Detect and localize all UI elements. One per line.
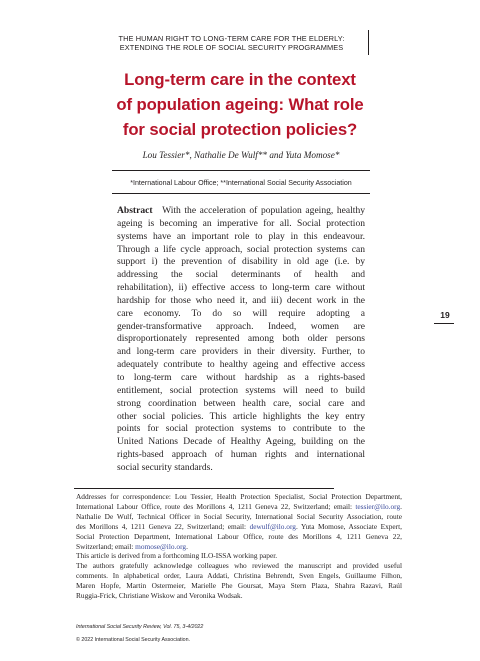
footnote-text: International Labour Office, route des Morillons 4, 1211 Geneva 22, Switzerland; email: bbox=[76, 501, 356, 511]
abstract-text: other social policies. This article highlights the key entry bbox=[117, 410, 365, 422]
footnote-text: Ruggia-Frick, Christiane Wiskow and Veronika Wodsak. bbox=[76, 591, 243, 601]
footnote-text: This article is derived from a forthcoming ILO-ISSA working paper. bbox=[76, 551, 278, 561]
footnote-line bbox=[76, 571, 402, 581]
abstract-line bbox=[117, 411, 365, 424]
footnote-text: Addresses for correspondence: Lou Tessier, Health Protection Specialist, Social Protection Department, bbox=[76, 492, 402, 501]
abstract-line bbox=[117, 321, 365, 334]
abstract-text: adequately contribute to healthy ageing and effective access bbox=[117, 359, 365, 371]
abstract-text: With the acceleration of population ageing, healthy bbox=[162, 205, 365, 216]
abstract-text: United Nations Decade of Healthy Ageing, building on the bbox=[117, 436, 365, 448]
footnote-line bbox=[76, 512, 402, 522]
footnote-text: des Morillons 4, 1211 Geneva 22, Switzerland; email: bbox=[76, 521, 250, 531]
footnote-text: Maren Hopfe, Martin Ostermeier, Marielle Phe Goursat, Maya Stern Plaza, Shahra Razavi, Raúl bbox=[76, 581, 402, 591]
footnote-line bbox=[76, 591, 402, 601]
title-line-2: of population ageing: What role bbox=[116, 95, 364, 114]
abstract-line bbox=[117, 218, 365, 231]
running-head-line-1: THE HUMAN RIGHT TO LONG-TERM CARE FOR THE ELDERLY: bbox=[118, 34, 345, 43]
running-head bbox=[100, 34, 363, 52]
title-line-3: for social protection policies? bbox=[122, 120, 358, 139]
abstract-text: gender-transformative approach. Indeed, women are bbox=[117, 320, 365, 332]
abstract-text: rehabilitation), ii) effective access to long-term care without bbox=[117, 282, 365, 294]
footnote-line bbox=[76, 551, 402, 561]
footnote-text: Switzerland; email: bbox=[76, 541, 136, 551]
journal-citation: International Social Security Review, Vol. 75, 3-4/2022 bbox=[76, 624, 204, 630]
abstract-line bbox=[117, 269, 365, 282]
abstract bbox=[117, 205, 365, 475]
abstract-line bbox=[117, 423, 365, 436]
footnote-line bbox=[76, 581, 402, 591]
footnote-text: Nathalie De Wulf, Technical Officer in Social Security, International Social Security Association, route bbox=[76, 511, 402, 521]
footnote-text: comments. In alphabetical order, Laura Addati, Christina Behrendt, Sven Engels, Guillaume Filhon, bbox=[76, 571, 402, 581]
abstract-text: Through a life cycle approach, social protection systems can bbox=[117, 243, 365, 255]
footnote-line bbox=[76, 502, 402, 512]
footnote-text: . bbox=[400, 501, 402, 511]
article-title bbox=[108, 67, 372, 142]
footnotes bbox=[76, 492, 402, 601]
abstract-line bbox=[117, 308, 365, 321]
abstract-text: entitlement, social protection systems will need to build bbox=[117, 384, 365, 396]
abstract-line bbox=[117, 244, 365, 257]
abstract-text: ageing is becoming an imperative for all. Social protection bbox=[117, 217, 365, 229]
email-link[interactable]: dewulf@ilo.org bbox=[249, 521, 296, 531]
abstract-line bbox=[117, 398, 365, 411]
abstract-text: points for social protection systems to contribute to the bbox=[117, 423, 365, 435]
page-number: 19 bbox=[440, 310, 450, 320]
abstract-text: social security standards. bbox=[117, 461, 213, 473]
abstract-line bbox=[117, 205, 365, 218]
footnote-rule bbox=[74, 488, 334, 489]
footnote-line bbox=[76, 561, 402, 571]
abstract-line bbox=[117, 295, 365, 308]
abstract-text: care economy. To do so will require adopting a bbox=[117, 307, 365, 319]
affiliation: *International Labour Office; **International Social Security Association bbox=[130, 179, 352, 187]
abstract-line bbox=[117, 346, 365, 359]
footnote-line bbox=[76, 522, 402, 532]
abstract-text: support i) the prevention of disability in old age (i.e. by bbox=[117, 256, 365, 268]
abstract-text: rights-based approach of human rights and international bbox=[117, 449, 365, 461]
abstract-line bbox=[117, 282, 365, 295]
running-head-line-2: EXTENDING THE ROLE OF SOCIAL SECURITY PROGRAMMES bbox=[119, 43, 344, 52]
running-head-rule bbox=[368, 30, 369, 55]
footnote-line bbox=[76, 492, 402, 502]
abstract-line bbox=[117, 372, 365, 385]
abstract-line bbox=[117, 449, 365, 462]
abstract-line bbox=[117, 462, 365, 475]
email-link[interactable]: tessier@ilo.org bbox=[355, 501, 401, 511]
affiliation-rule bbox=[112, 193, 370, 194]
abstract-text: addressing the social determinants of health and bbox=[117, 269, 365, 281]
abstract-line bbox=[117, 256, 365, 269]
abstract-line bbox=[117, 359, 365, 372]
abstract-text: disproportionately represented among both older persons bbox=[117, 333, 365, 345]
page-number-rule bbox=[434, 323, 454, 324]
abstract-label: Abstract bbox=[117, 205, 153, 216]
footnote-line bbox=[76, 532, 402, 542]
footnote-text: The authors gratefully acknowledge colleagues who reviewed the manuscript and provided useful bbox=[76, 561, 402, 571]
abstract-text: to long-term care without hardship as a rights-based bbox=[117, 371, 365, 383]
footnote-text: . bbox=[186, 541, 188, 551]
abstract-line bbox=[117, 333, 365, 346]
abstract-line bbox=[117, 385, 365, 398]
abstract-text: hardship for those who need it, and iii) decent work in the bbox=[117, 294, 365, 306]
author-rule bbox=[112, 170, 370, 171]
abstract-text: strong coordination between health care, social care and bbox=[117, 397, 365, 409]
author-list: Lou Tessier*, Nathalie De Wulf** and Yuta Momose* bbox=[142, 150, 340, 160]
copyright-notice: © 2022 International Social Security Association. bbox=[76, 637, 191, 643]
footnote-line bbox=[76, 542, 402, 552]
abstract-text: and long-term care providers in their diversity. Further, to bbox=[117, 346, 365, 358]
abstract-text: systems have an important role to play in this endeavour. bbox=[117, 230, 365, 242]
abstract-line bbox=[117, 436, 365, 449]
footnote-text: . Yuta Momose, Associate Expert, bbox=[295, 521, 402, 531]
email-link[interactable]: momose@ilo.org bbox=[135, 541, 187, 551]
abstract-line bbox=[117, 231, 365, 244]
title-line-1: Long-term care in the context bbox=[124, 70, 356, 89]
footnote-text: Social Protection Department, International Labour Office, route des Morillons 4, 1211 Geneva 22, bbox=[76, 531, 402, 541]
